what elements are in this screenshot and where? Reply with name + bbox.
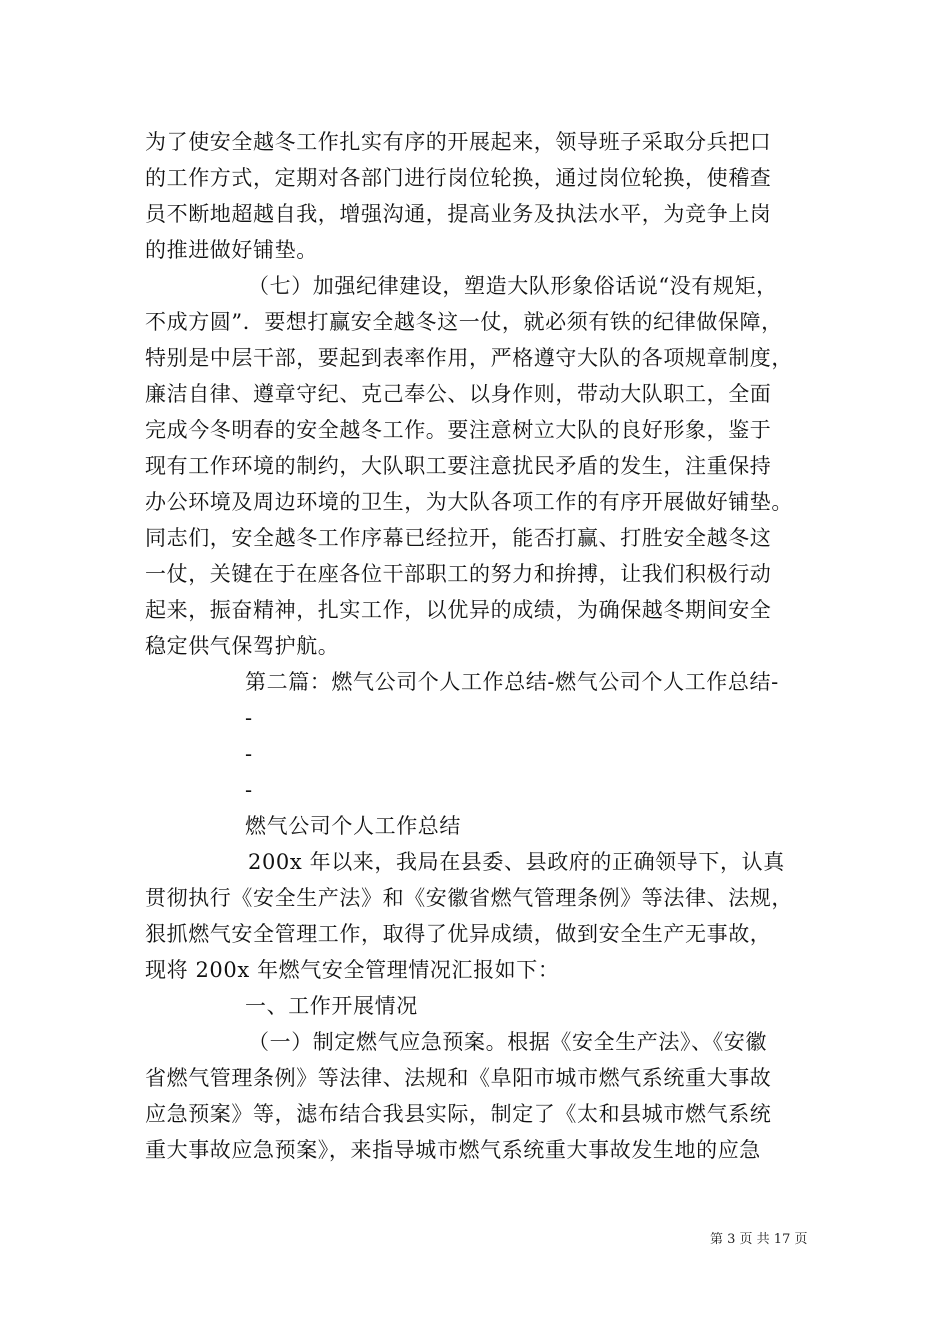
- document-title: 燃气公司个人工作总结: [245, 814, 461, 838]
- text-line: （一）制定燃气应急预案。根据《安全生产法》、《安徽: [248, 1030, 767, 1054]
- section-heading: 第二篇：燃气公司个人工作总结-燃气公司个人工作总结-: [245, 670, 779, 694]
- text-line: 完成今冬明春的安全越冬工作。要注意树立大队的良好形象，鉴于: [145, 418, 772, 442]
- text-line: 起来，振奋精神，扎实工作，以优异的成绩，为确保越冬期间安全: [145, 598, 772, 622]
- text-line: -: [245, 706, 253, 730]
- text-line: 的工作方式，定期对各部门进行岗位轮换，通过岗位轮换，使稽查: [145, 166, 772, 190]
- page-footer: 第 3 页 共 17 页: [710, 1232, 808, 1247]
- text-line: 同志们，安全越冬工作序幕已经拉开，能否打赢、打胜安全越冬这: [145, 526, 772, 550]
- text-line: 重大事故应急预案》，来指导城市燃气系统重大事故发生地的应急: [145, 1138, 761, 1162]
- text-line: 员不断地超越自我，增强沟通，提高业务及执法水平，为竞争上岗: [145, 202, 772, 226]
- text-line: 狠抓燃气安全管理工作，取得了优异成绩，做到安全生产无事故，: [145, 922, 772, 946]
- text-line: 贯彻执行《安全生产法》和《安徽省燃气管理条例》等法律、法规，: [145, 886, 793, 910]
- text-line: 办公环境及周边环境的卫生，为大队各项工作的有序开展做好铺垫。: [145, 490, 793, 514]
- text-line: 稳定供气保驾护航。: [145, 634, 340, 658]
- text-line: 特别是中层干部，要起到表率作用，严格遵守大队的各项规章制度，: [145, 346, 793, 370]
- text-line: 为了使安全越冬工作扎实有序的开展起来，领导班子采取分兵把口: [145, 130, 772, 154]
- text-line: -: [245, 778, 253, 802]
- text-line: 200x 年以来，我局在县委、县政府的正确领导下，认真: [248, 850, 785, 874]
- text-line: 廉洁自律、遵章守纪、克己奉公、以身作则，带动大队职工，全面: [145, 382, 772, 406]
- text-line: 不成方圆”．要想打赢安全越冬这一仗，就必须有铁的纪律做保障，: [145, 310, 783, 334]
- section-heading: 一、工作开展情况: [245, 994, 418, 1018]
- text-line: 应急预案》等，滤布结合我县实际，制定了《太和县城市燃气系统: [145, 1102, 772, 1126]
- text-line: 现有工作环境的制约，大队职工要注意扰民矛盾的发生，注重保持: [145, 454, 772, 478]
- text-line: 现将 200x 年燃气安全管理情况汇报如下：: [145, 958, 560, 982]
- text-line: -: [245, 742, 253, 766]
- text-line: 的推进做好铺垫。: [145, 238, 318, 262]
- text-line: 省燃气管理条例》等法律、法规和《阜阳市城市燃气系统重大事故: [145, 1066, 772, 1090]
- text-line: 一仗，关键在于在座各位干部职工的努力和拚搏，让我们积极行动: [145, 562, 772, 586]
- text-line: （七）加强纪律建设，塑造大队形象俗话说“没有规矩，: [248, 274, 778, 298]
